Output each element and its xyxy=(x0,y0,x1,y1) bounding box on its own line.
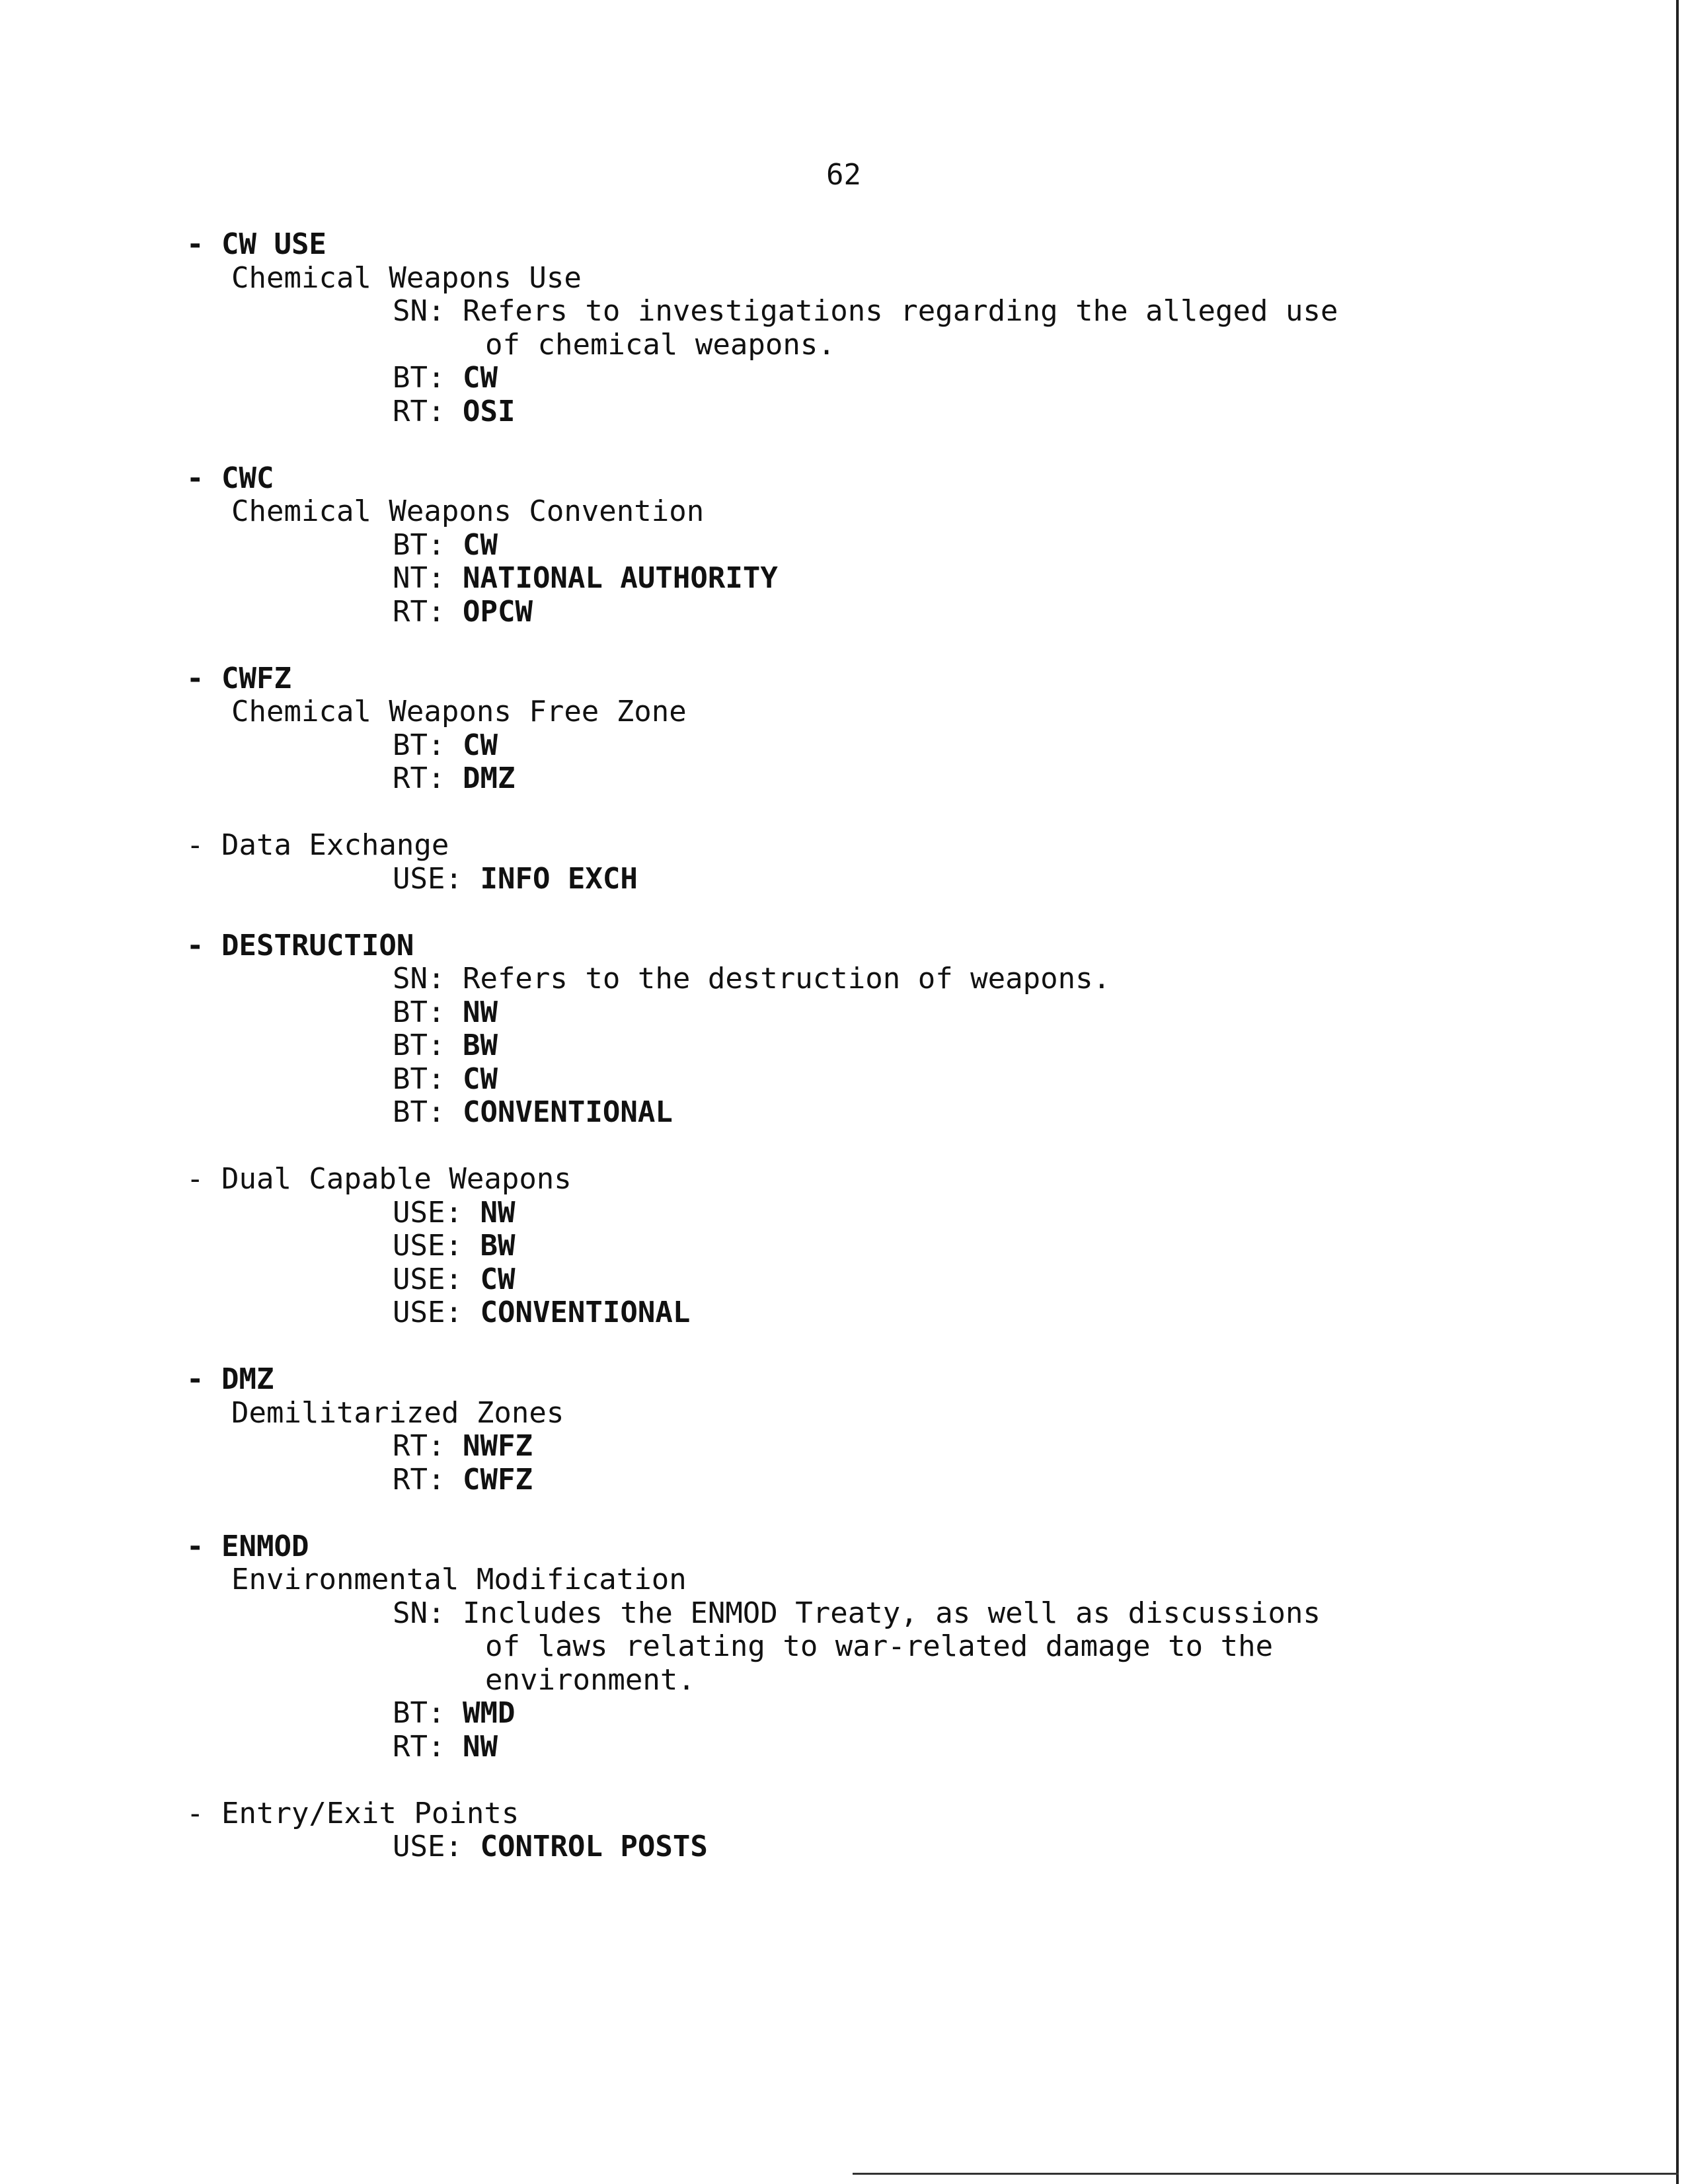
relation-line xyxy=(186,596,1508,629)
relation-line xyxy=(186,1063,1508,1097)
entry-expansion: Chemical Weapons Convention xyxy=(231,494,705,528)
relation-line xyxy=(186,1029,1508,1063)
entry-expansion: Chemical Weapons Use xyxy=(231,260,582,295)
entry-cw-use xyxy=(186,228,1508,428)
entry-enmod xyxy=(186,1530,1508,1764)
relation-code: USE: xyxy=(393,1195,463,1229)
relation-target: CWFZ xyxy=(462,1462,533,1497)
relation-code: BT: xyxy=(393,995,445,1029)
relation-code: BT: xyxy=(393,361,445,395)
relation-code: BT: xyxy=(393,1696,445,1730)
relation-code: USE: xyxy=(393,1229,463,1263)
relation-target: INFO EXCH xyxy=(480,861,638,896)
relation-code: RT: xyxy=(393,1462,445,1497)
relation-target: CONVENTIONAL xyxy=(480,1296,691,1329)
relation-line xyxy=(186,1697,1508,1731)
relation-line xyxy=(186,863,1508,896)
entry-data-exchange xyxy=(186,829,1508,896)
relation-code: BT: xyxy=(393,1029,445,1062)
entry-term: - DMZ xyxy=(186,1362,274,1396)
entry-cwfz xyxy=(186,662,1508,796)
relation-target: OSI xyxy=(462,394,516,428)
relation-target: CW xyxy=(462,527,498,562)
scope-note-continuation: of chemical weapons. xyxy=(485,327,835,362)
scope-note-continuation: of laws relating to war-related damage to the xyxy=(485,1629,1274,1663)
relation-line xyxy=(186,1430,1508,1463)
relation-line xyxy=(186,1229,1508,1263)
entry-term: - Data Exchange xyxy=(186,828,449,862)
relation-line xyxy=(186,729,1508,763)
relation-target: CW xyxy=(462,361,498,395)
relation-target: NW xyxy=(462,1729,498,1764)
entry-term: - CWFZ xyxy=(186,661,291,695)
relation-line xyxy=(186,395,1508,429)
relation-target: CONVENTIONAL xyxy=(462,1095,673,1129)
relation-code: BT: xyxy=(393,1095,445,1129)
relation-target: CW xyxy=(462,728,498,762)
relation-line xyxy=(186,762,1508,796)
relation-target: CW xyxy=(480,1262,516,1296)
relation-line xyxy=(186,1830,1508,1864)
scope-note: SN: Refers to investigations regarding the alleged use xyxy=(393,294,1338,328)
entry-term: - ENMOD xyxy=(186,1529,309,1563)
scope-note: SN: Refers to the destruction of weapons. xyxy=(393,962,1111,995)
relation-target: CONTROL POSTS xyxy=(480,1830,708,1863)
relation-line xyxy=(186,996,1508,1030)
relation-target: NW xyxy=(462,995,498,1029)
relation-code: USE: xyxy=(393,1262,463,1296)
relation-target: NW xyxy=(480,1195,516,1229)
relation-code: USE: xyxy=(393,1296,463,1329)
entry-destruction xyxy=(186,929,1508,1130)
page-number: 62 xyxy=(826,158,861,192)
relation-code: USE: xyxy=(393,1830,463,1863)
entry-dual-capable-weapons xyxy=(186,1163,1508,1330)
relation-code: RT: xyxy=(393,1429,445,1463)
relation-target: WMD xyxy=(462,1696,516,1730)
relation-target: DMZ xyxy=(462,761,516,795)
scope-note-continuation: environment. xyxy=(485,1662,695,1697)
relation-target: NATIONAL AUTHORITY xyxy=(462,561,778,595)
entry-expansion: Demilitarized Zones xyxy=(231,1395,564,1430)
scope-note: SN: Includes the ENMOD Treaty, as well as discussions xyxy=(393,1596,1321,1630)
relation-target: NWFZ xyxy=(462,1429,533,1463)
entry-term: - DESTRUCTION xyxy=(186,928,414,962)
entry-entry-exit-points xyxy=(186,1797,1508,1864)
relation-line xyxy=(186,1731,1508,1764)
relation-line xyxy=(186,562,1508,596)
page-right-edge xyxy=(1676,0,1679,2184)
relation-line xyxy=(186,529,1508,563)
relation-line xyxy=(186,1463,1508,1497)
relation-code: BT: xyxy=(393,527,445,562)
entry-expansion: Environmental Modification xyxy=(231,1563,687,1596)
page-bottom-edge xyxy=(853,2173,1679,2175)
relation-code: RT: xyxy=(393,594,445,629)
relation-code: RT: xyxy=(393,761,445,795)
relation-line xyxy=(186,1196,1508,1230)
relation-line xyxy=(186,1296,1508,1330)
entry-expansion: Chemical Weapons Free Zone xyxy=(231,695,687,728)
relation-code: NT: xyxy=(393,561,445,595)
relation-code: BT: xyxy=(393,1062,445,1096)
relation-code: USE: xyxy=(393,861,463,896)
entry-cwc xyxy=(186,462,1508,629)
thesaurus-entries xyxy=(186,228,1508,1897)
relation-code: RT: xyxy=(393,394,445,428)
relation-line xyxy=(186,1263,1508,1297)
relation-target: CW xyxy=(462,1062,498,1096)
entry-dmz xyxy=(186,1363,1508,1497)
relation-target: OPCW xyxy=(462,594,533,629)
entry-term: - CW USE xyxy=(186,227,326,261)
relation-line xyxy=(186,362,1508,395)
entry-term: - CWC xyxy=(186,461,274,495)
relation-line xyxy=(186,1096,1508,1130)
relation-code: RT: xyxy=(393,1729,445,1764)
relation-target: BW xyxy=(462,1029,498,1062)
entry-term: - Dual Capable Weapons xyxy=(186,1162,572,1196)
entry-term: - Entry/Exit Points xyxy=(186,1796,519,1830)
relation-target: BW xyxy=(480,1229,516,1263)
relation-code: BT: xyxy=(393,728,445,762)
